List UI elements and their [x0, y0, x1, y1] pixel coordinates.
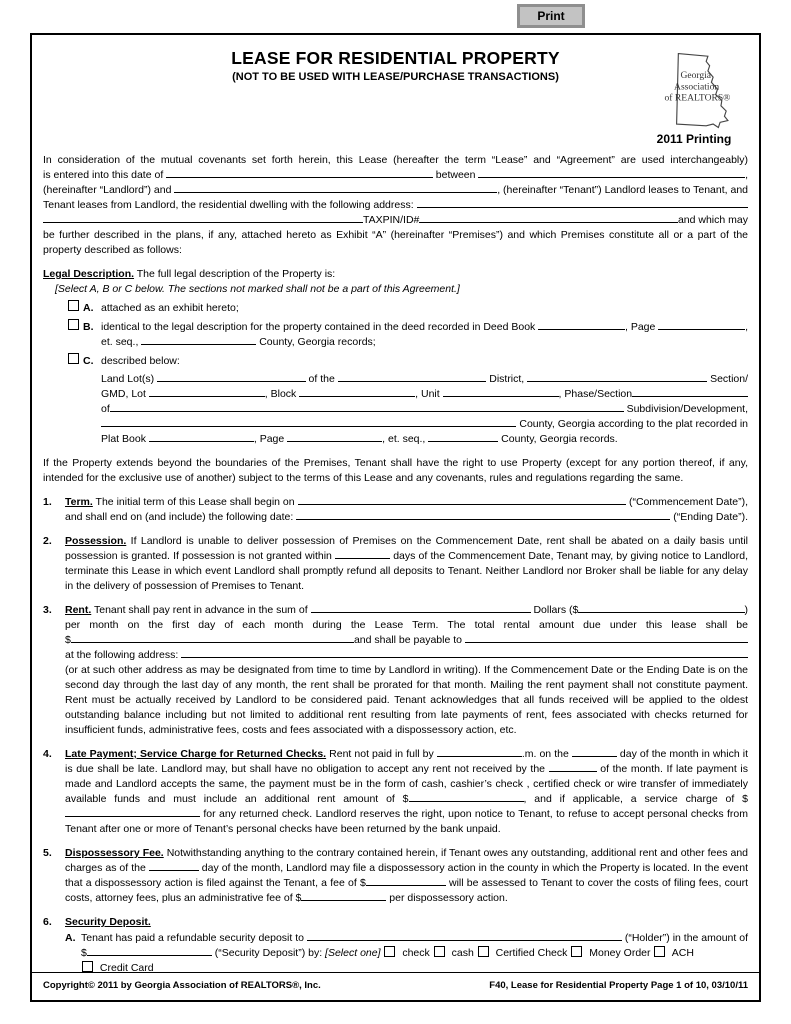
blank-field[interactable] [296, 519, 670, 520]
text-run: (“Ending Date”). [670, 511, 748, 523]
logo-text-line2: Association [674, 81, 720, 93]
blank-field[interactable] [298, 504, 627, 505]
blank-field[interactable] [428, 440, 498, 442]
blank-field[interactable] [71, 642, 354, 643]
text-run: Credit Card [97, 962, 154, 974]
form-line [43, 183, 748, 198]
printing-year: 2011 Printing [656, 132, 732, 146]
blank-field[interactable] [149, 869, 199, 871]
text-run: of the [305, 373, 338, 385]
section-body [65, 846, 748, 906]
text-run: day of the month, Landlord may file a dispossessory action in the county in which the Property is located. In the event that a dispossessory action is filed against the Tenant, a fee of $ [65, 862, 749, 889]
text-run: Tenant has paid a refundable security deposit to [81, 932, 307, 944]
text-run: The full legal description of the Property is: [134, 268, 336, 280]
checkbox[interactable] [68, 319, 79, 330]
blank-field[interactable] [572, 755, 617, 757]
form-line [101, 320, 748, 335]
form-line [101, 354, 748, 369]
checkbox[interactable] [571, 946, 582, 957]
intro-paragraph [43, 153, 748, 258]
text-run: If the Property extends beyond the boundaries of the Premises, Tenant shall have the right to use Property (except for any portion thereof, if any, intended for the exclusive use of another) subject to the terms of this Lease and any covenants, rules and regulations regarding the same. [43, 457, 748, 484]
section [43, 915, 748, 976]
blank-field[interactable] [307, 940, 622, 941]
legal-description-options [43, 300, 748, 447]
blank-field[interactable] [65, 815, 200, 817]
text-run: , [745, 321, 748, 333]
text-run: County, Georgia records. [498, 433, 618, 445]
section-body [65, 495, 748, 525]
document-header [43, 48, 748, 153]
text-run: , (hereinafter “Tenant”) Landlord leases to Tenant, and [497, 184, 748, 196]
form-line [43, 456, 748, 486]
text-run: of the month. If late payment is made and Landlord accepts the same, the payment must be in the form of cash, cashier’s check , certified check or wire transfer of immediately available funds and must include an additional rent amount of $ [65, 763, 748, 805]
section-body [65, 915, 748, 976]
blank-field[interactable] [149, 440, 254, 442]
text-run: Term. [65, 496, 93, 508]
text-run: The initial term of this Lease shall begin on [92, 496, 298, 508]
text-run: , Block [264, 388, 300, 400]
text-run: In consideration of the mutual covenants set forth herein, this Lease (hereafter the term “Lease” and “Agreement” are used interchangeably) [43, 154, 748, 166]
form-line [81, 946, 748, 961]
blank-field[interactable] [157, 381, 306, 382]
legal-option [67, 319, 748, 350]
text-run: ) [744, 604, 748, 616]
text-run: , [745, 169, 749, 181]
checkbox[interactable] [68, 353, 79, 364]
text-run: $ [65, 634, 71, 646]
text-run: be further described in the plans, if any, attached hereto as Exhibit “A” (hereinafter “Premises”) and which Premises constitute all or a part of the property described as follows: [43, 229, 748, 256]
blank-field[interactable] [527, 381, 707, 382]
blank-field[interactable] [335, 557, 390, 559]
form-line [65, 510, 748, 525]
form-line [81, 931, 748, 946]
blank-field[interactable] [101, 426, 516, 427]
checkbox[interactable] [82, 961, 93, 972]
text-run: Late Payment; Service Charge for Returned Checks. [65, 748, 327, 760]
form-line [65, 495, 748, 510]
text-run: Rent. [65, 604, 92, 616]
document-subtitle: (NOT TO BE USED WITH LEASE/PURCHASE TRANSACTIONS) [232, 71, 559, 83]
checkbox[interactable] [434, 946, 445, 957]
form-line [43, 267, 748, 282]
text-run: is entered into this date of [43, 169, 167, 181]
blank-field[interactable] [417, 207, 748, 208]
form-line [65, 648, 748, 663]
blank-field[interactable] [437, 755, 522, 757]
text-run: Certified Check [492, 947, 571, 959]
print-button[interactable]: Print [517, 4, 585, 28]
option-body [101, 301, 748, 316]
text-run: [Select one] [325, 947, 381, 959]
gar-logo [642, 51, 746, 147]
text-run: and which may [677, 214, 748, 226]
blank-field[interactable] [549, 770, 597, 772]
text-run: (or at such other address as may be designated from time to time by Landlord in writing). If the Commencement Date or the Ending Date is on the second day through the last day of any month, the rent shall be prorated for that month. Mailing the rent payment shall not constitute payment. Rent must be actually received by Landlord to be considered paid. Tenant acknowledges that all funds received will be applied to the oldest outstanding balance including but not limited to additional rent resulting from late payments of rent, fees associated with checks returned for insufficient funds, administrative fees, costs and fees associated with a dispossessory action, etc. [65, 664, 748, 736]
form-line [65, 633, 748, 648]
text-run: will be assessed to Tenant to cover the costs of filing fees, court costs, attorney fees, plus an administrative fee of $ [65, 877, 748, 904]
text-run: days of the Commencement Date, Tenant may, by giving notice to Landlord, terminate this Lease in which event Landlord shall promptly refund all deposits to Tenant. Neither Landlord nor Broker shall be liable for any delay in the delivery of possession of Premises to Tenant. [65, 550, 748, 592]
option-letter: A. [83, 302, 94, 314]
legal-option [67, 353, 748, 369]
option-body [101, 354, 748, 369]
text-run: , Phase/Section [558, 388, 633, 400]
text-run: per dispossessory action. [386, 892, 508, 904]
text-run: .m. on the [521, 748, 572, 760]
text-run: Dispossessory Fee. [65, 847, 164, 859]
text-run: Possession. [65, 535, 127, 547]
section [43, 534, 748, 594]
text-run: , Unit [415, 388, 443, 400]
text-run: per month on the first day of each month during the Lease Term. The total rental amount due under this lease shall be [65, 619, 748, 631]
form-line [101, 335, 748, 350]
text-run: and shall end on (and include) the following date: [65, 511, 297, 523]
text-run: , Page [625, 321, 659, 333]
checkbox[interactable] [68, 300, 79, 311]
checkbox[interactable] [478, 946, 489, 957]
option-letter: C. [83, 355, 94, 367]
text-run: Subdivision/Development, [623, 403, 748, 415]
blank-field[interactable] [166, 177, 433, 178]
text-run: cash [448, 947, 477, 959]
section-number: 2. [43, 535, 52, 547]
text-run: et. seq., [101, 336, 142, 348]
logo-text-line3: of REALTORS® [664, 92, 731, 104]
blank-field[interactable] [465, 642, 748, 643]
form-line [65, 846, 748, 906]
text-run [381, 947, 384, 959]
sub-item-body [81, 931, 748, 976]
sub-item-letter: A. [65, 932, 76, 944]
blank-field[interactable] [443, 396, 559, 397]
blank-field[interactable] [658, 329, 745, 330]
form-line [65, 603, 748, 618]
blank-field[interactable] [478, 177, 745, 178]
blank-field[interactable] [141, 343, 256, 345]
text-run: Land Lot(s) [101, 373, 158, 385]
blank-field[interactable] [87, 954, 212, 956]
text-run: (“Security Deposit”) by: [211, 947, 326, 959]
text-run: day of the month in which it is due shall be late. Landlord may, but shall have no obligation to accept any rent not received by the [65, 748, 748, 775]
select-instruction [55, 282, 748, 297]
blank-field[interactable] [43, 222, 363, 223]
section [43, 495, 748, 525]
lease-document [30, 33, 761, 1002]
text-run: TAXPIN/ID# [363, 214, 420, 226]
section-number: 4. [43, 748, 52, 760]
blank-field[interactable] [419, 222, 678, 223]
footer-form-id: F40, Lease for Residential Property Page 1 of 10, 03/10/11 [489, 980, 748, 991]
blank-field[interactable] [366, 884, 446, 886]
text-run: ACH [669, 947, 694, 959]
blank-field[interactable] [538, 329, 625, 330]
legal-description-section [43, 267, 748, 447]
blank-field[interactable] [338, 381, 487, 382]
text-run: (“Holder”) in the amount of [621, 932, 748, 944]
text-run: , et. seq., [382, 433, 429, 445]
text-run: If Landlord is unable to deliver possession of Premises on the Commencement Date, rent shall be abated on a daily basis until possession is granted. If possession is not granted within [65, 535, 748, 562]
logo-text-line1: Georgia [680, 69, 712, 81]
text-run: Legal Description. [43, 268, 135, 280]
blank-field[interactable] [311, 612, 531, 613]
section-number: 5. [43, 847, 52, 859]
select-instruction-text: [Select A, B or C below. The sections not marked shall not be a part of this Agreement.] [55, 283, 460, 295]
text-run: Plat Book [101, 433, 149, 445]
text-run: Rent not paid in full by [326, 748, 437, 760]
blank-field[interactable] [409, 800, 524, 802]
section-body [65, 534, 748, 594]
section [43, 846, 748, 906]
blank-field[interactable] [149, 396, 265, 397]
option-body [101, 320, 748, 350]
blank-field[interactable] [632, 396, 748, 397]
property-extends-paragraph [43, 456, 748, 486]
text-run: County, Georgia records; [256, 336, 376, 348]
text-run: , and if applicable, a service charge of $ [523, 793, 748, 805]
text-run: $ [81, 947, 87, 959]
section-number: 1. [43, 496, 52, 508]
text-run: , Page [253, 433, 288, 445]
georgia-state-outline-icon [650, 51, 738, 131]
text-run: County, Georgia according to the plat recorded in [516, 418, 748, 430]
text-run: of [101, 403, 110, 415]
text-run: Tenant shall pay rent in advance in the sum of [91, 604, 311, 616]
text-run: at the following address: [65, 649, 182, 661]
document-title: LEASE FOR RESIDENTIAL PROPERTY [231, 48, 560, 68]
text-run: Security Deposit. [65, 916, 151, 928]
option-c-details [101, 372, 748, 447]
numbered-sections [43, 495, 748, 976]
section-number: 6. [43, 916, 52, 928]
blank-field[interactable] [287, 440, 382, 442]
form-line [43, 213, 748, 228]
form-line [65, 663, 748, 738]
section-number: 3. [43, 604, 52, 616]
checkbox[interactable] [384, 946, 395, 957]
document-footer [32, 972, 759, 1000]
section-body [65, 747, 748, 837]
text-run: (“Commencement Date”), [626, 496, 748, 508]
text-run: Money Order [586, 947, 654, 959]
blank-field[interactable] [299, 396, 415, 397]
form-line [65, 618, 748, 633]
form-line [101, 417, 748, 432]
form-line [101, 432, 748, 447]
legal-description-heading [43, 267, 748, 282]
blank-field[interactable] [181, 657, 748, 658]
blank-field[interactable] [301, 899, 386, 901]
text-run: attached as an exhibit hereto; [101, 302, 239, 314]
form-line [43, 228, 748, 258]
form-line [101, 387, 748, 402]
form-line [65, 747, 748, 837]
footer-copyright: Copyright© 2011 by Georgia Association of REALTORS®, Inc. [43, 980, 321, 991]
text-run: for any returned check. Landlord reserves the right, upon notice to Tenant, to refuse to accept personal checks from Tenant after one or more of Tenant’s personal checks have been returned by the bank unpaid. [65, 808, 748, 835]
text-run: District, [486, 373, 528, 385]
legal-option [67, 300, 748, 316]
option-letter: B. [83, 321, 94, 333]
form-line [101, 301, 748, 316]
form-line [43, 153, 748, 168]
section-body [65, 603, 748, 738]
form-line [65, 534, 748, 594]
blank-field[interactable] [174, 192, 497, 193]
form-line [43, 198, 748, 213]
text-run: Notwithstanding anything to the contrary contained herein, if Tenant owes any outstanding, additional rent and other fees and charges as of the [65, 847, 748, 874]
text-run: described below: [101, 355, 180, 367]
checkbox[interactable] [654, 946, 665, 957]
blank-field[interactable] [578, 612, 744, 613]
text-run: and shall be payable to [353, 634, 465, 646]
form-line [101, 372, 748, 387]
text-run: between [432, 169, 479, 181]
blank-field[interactable] [110, 411, 624, 412]
text-run: check [399, 947, 433, 959]
text-run: (hereinafter “Landlord”) and [43, 184, 175, 196]
text-run: identical to the legal description for the property contained in the deed recorded in Deed Book [101, 321, 539, 333]
text-run: GMD, Lot [101, 388, 149, 400]
form-line [101, 402, 748, 417]
form-line [43, 168, 748, 183]
sub-item [65, 931, 748, 976]
section [43, 747, 748, 837]
text-run: Dollars ($ [530, 604, 579, 616]
text-run: Section/ [707, 373, 749, 385]
section [43, 603, 748, 738]
form-line [65, 915, 748, 930]
text-run: Tenant leases from Landlord, the residential dwelling with the following address: [43, 199, 417, 211]
